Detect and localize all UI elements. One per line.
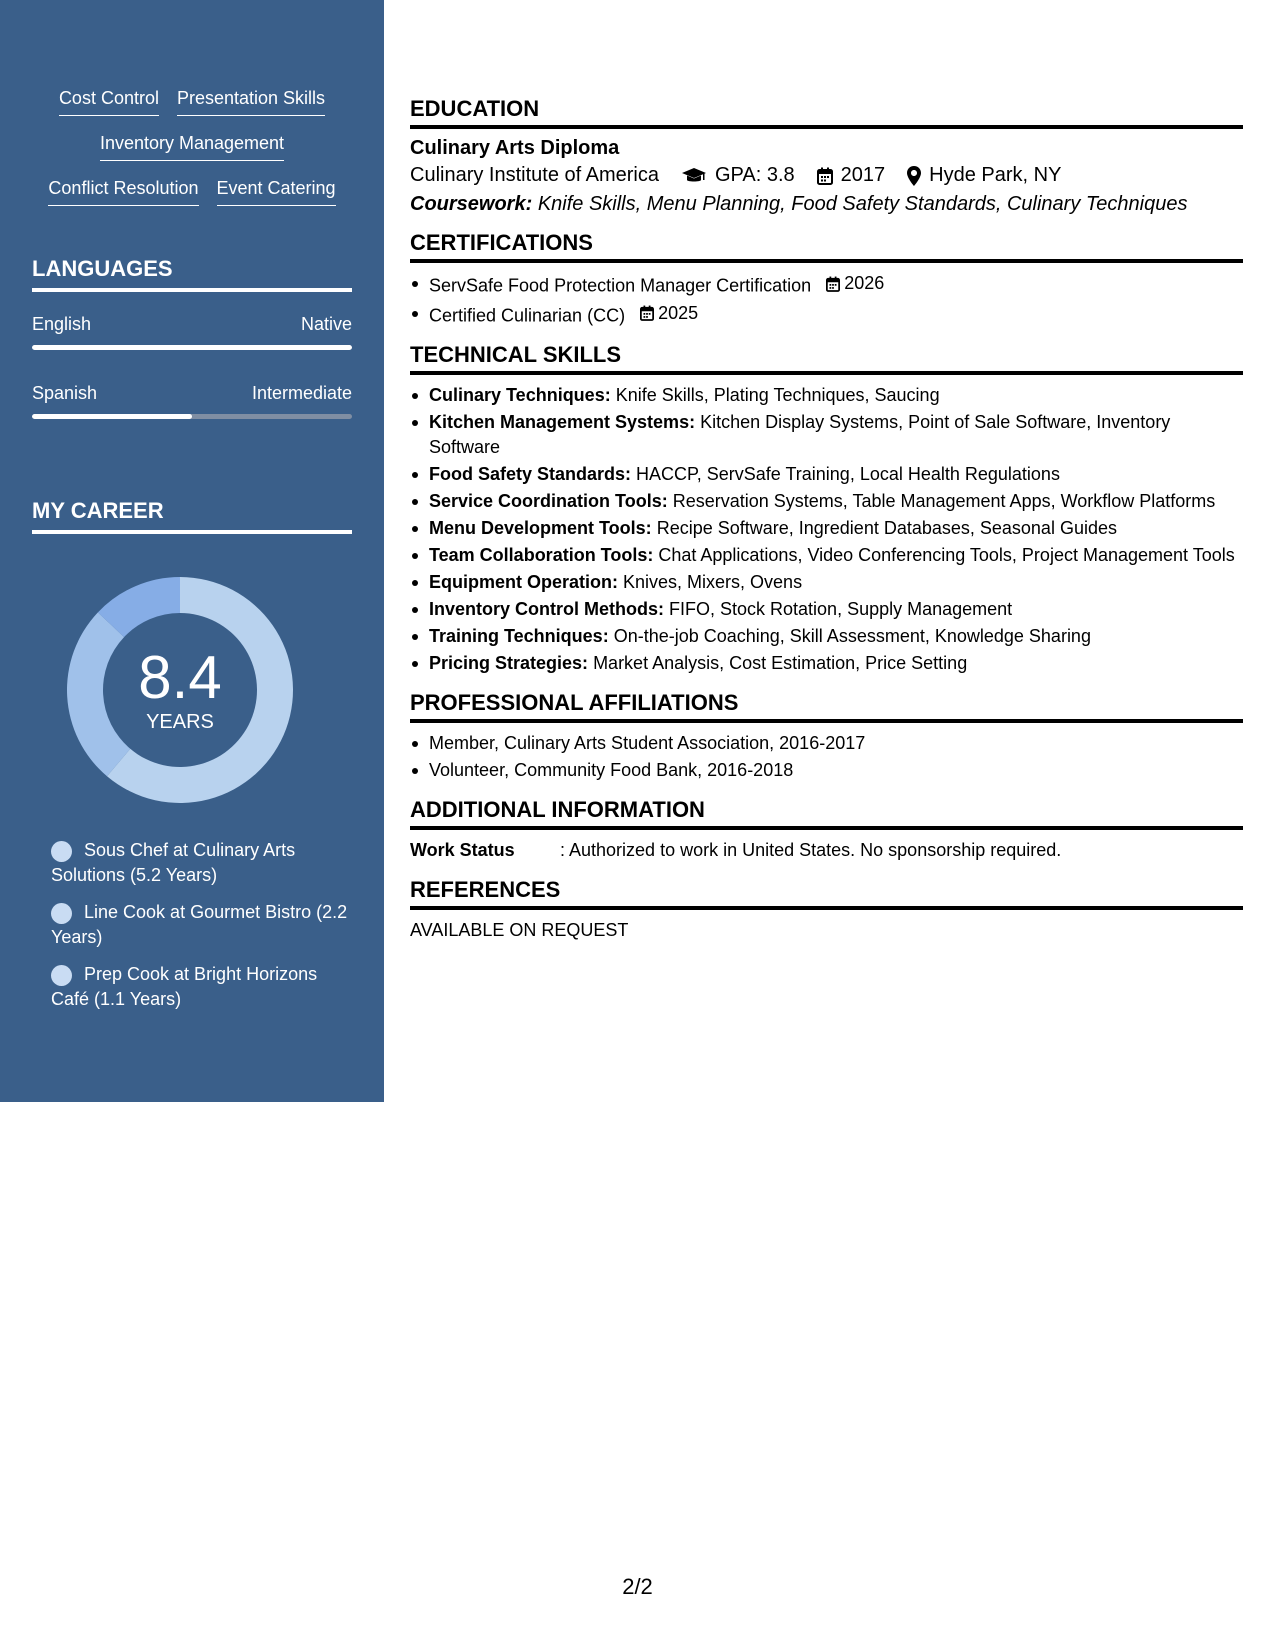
language-row-spanish [32,383,352,404]
skill-item [410,516,1243,541]
work-status-row [410,838,1243,863]
skill-category: Equipment Operation: [429,572,618,592]
skill-category: Food Safety Standards: [429,464,632,484]
skill-tag: Conflict Resolution [48,176,198,206]
page-number: 2/2 [622,1574,653,1599]
skill-values: HACCP, ServSafe Training, Local Health Regulations [636,464,1060,484]
skill-item [410,597,1243,622]
skill-category: Inventory Control Methods: [429,599,664,619]
references-section [410,877,1243,943]
language-name: Spanish [32,383,98,403]
career-dot [51,965,72,986]
language-bar-spanish [32,414,352,419]
skill-tag: Inventory Management [100,131,284,161]
language-name: English [32,314,92,334]
career-item-text: Prep Cook at Bright Horizons Café (1.1 Years) [51,964,318,1009]
career-item-text: Sous Chef at Culinary Arts Solutions (5.2 Years) [51,840,296,885]
certification-item [410,271,1243,299]
coursework-label: Coursework: [410,193,533,215]
affiliation-item: Volunteer, Community Food Bank, 2016-2018 [410,758,1243,783]
skill-category: Team Collaboration Tools: [429,545,654,565]
location-pin-icon [907,166,921,186]
skill-values: Market Analysis, Cost Estimation, Price Setting [593,653,968,673]
section-heading: TECHNICAL SKILLS [410,342,1243,375]
skill-item [410,651,1243,676]
section-heading: PROFESSIONAL AFFILIATIONS [410,690,1243,723]
certification-item [410,301,1243,329]
degree-title: Culinary Arts Diploma [410,137,620,159]
skills-row [32,176,352,206]
career-item [51,962,351,1012]
languages-heading: LANGUAGES [32,256,352,292]
certifications-list [410,271,1243,328]
career-total-value: 8.4 [138,643,222,711]
career-list [51,838,351,1024]
skill-item [410,543,1243,568]
skill-category: Culinary Techniques: [429,385,611,405]
language-bar-fill [32,345,352,350]
skill-category: Pricing Strategies: [429,653,589,673]
graduation-year: 2017 [840,164,886,186]
certification-year: 2026 [844,273,885,293]
language-level: Intermediate [251,383,352,403]
skill-category: Training Techniques: [429,626,609,646]
skill-values: Chat Applications, Video Conferencing Tools, Project Management Tools [658,545,1235,565]
skill-item [410,570,1243,595]
career-dot [51,841,72,862]
additional-info-section [410,797,1243,863]
skill-tag: Presentation Skills [177,86,325,116]
skill-tag: Event Catering [217,176,336,206]
career-item [51,900,351,950]
skill-values: Kitchen Display Systems, Point of Sale Software, Inventory Software [429,412,1171,457]
language-level: Native [300,314,352,334]
career-total-unit: YEARS [146,710,214,733]
school-name: Culinary Institute of America [410,164,659,186]
skill-values: Reservation Systems, Table Management Apps, Workflow Platforms [672,491,1216,511]
language-bar-english [32,345,352,350]
affiliations-list [410,731,1243,783]
work-status-label: Work Status [410,840,515,860]
affiliations-section [410,690,1243,783]
skill-values: On-the-job Coaching, Skill Assessment, Knowledge Sharing [613,626,1091,646]
certification-year: 2025 [658,302,699,323]
skill-category: Kitchen Management Systems: [429,412,696,432]
school-location: Hyde Park, NY [929,164,1062,186]
career-dot [51,903,72,924]
coursework-list: Knife Skills, Menu Planning, Food Safety Standards, Culinary Techniques [537,193,1188,215]
skills-row [32,131,352,161]
calendar-icon [826,276,840,292]
skill-item [410,462,1243,487]
skill-tag: Cost Control [59,86,159,116]
references-text: AVAILABLE ON REQUEST [410,920,629,940]
coursework [410,193,1243,216]
skill-item [410,383,1243,408]
calendar-icon [817,167,833,185]
career-item [51,838,351,888]
sidebar [0,0,384,1102]
skill-category: Service Coordination Tools: [429,491,668,511]
skill-values: Recipe Software, Ingredient Databases, Seasonal Guides [656,518,1117,538]
section-heading: REFERENCES [410,877,1243,910]
skill-item [410,489,1243,514]
section-heading: ADDITIONAL INFORMATION [410,797,1243,830]
section-heading: EDUCATION [410,96,1243,129]
skill-item [410,410,1243,460]
section-heading: CERTIFICATIONS [410,230,1243,263]
career-total [67,577,293,803]
skills-row [32,86,352,116]
education-section [410,96,1243,216]
certification-name: ServSafe Food Protection Manager Certification [429,275,812,296]
language-bar-fill [32,414,192,419]
career-item-text: Line Cook at Gourmet Bistro (2.2 Years) [51,902,348,947]
skill-values: Knives, Mixers, Ovens [623,572,803,592]
technical-skills-section [410,342,1243,676]
skill-values: Knife Skills, Plating Techniques, Saucing [615,385,940,405]
certifications-section [410,230,1243,328]
affiliation-item: Member, Culinary Arts Student Association, 2016-2017 [410,731,1243,756]
skill-category: Menu Development Tools: [429,518,652,538]
calendar-icon [640,305,654,321]
technical-skills-list [410,383,1243,676]
work-status-value: : Authorized to work in United States. No sponsorship required. [560,840,1062,860]
skills-tags [32,86,352,221]
gpa: GPA: 3.8 [715,164,795,186]
skill-values: FIFO, Stock Rotation, Supply Management [669,599,1013,619]
career-heading: MY CAREER [32,498,352,534]
education-details [410,164,1243,187]
skill-item [410,624,1243,649]
language-row-english [32,314,352,335]
certification-name: Certified Culinarian (CC) [429,305,626,325]
graduation-cap-icon [681,167,707,185]
main-content [410,96,1243,957]
